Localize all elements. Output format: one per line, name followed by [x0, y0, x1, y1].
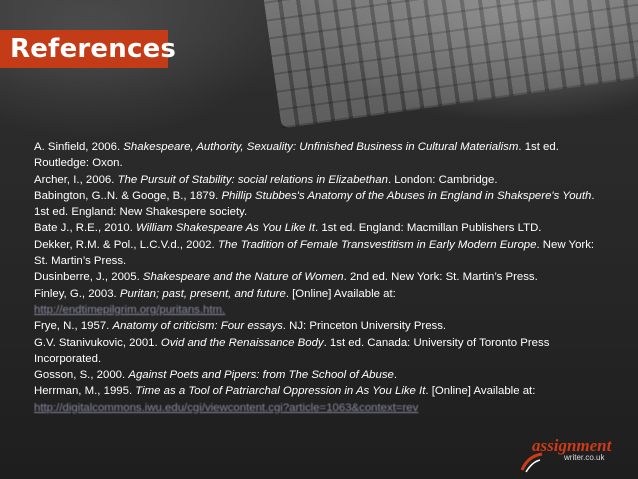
reference-item: A. Sinfield, 2006. Shakespeare, Authority, Sexuality: Unfinished Business in Cultural Materialism. 1st ed. Routledge: Oxon. — [34, 141, 559, 170]
slide-title: References — [10, 34, 177, 64]
assignment-writer-logo — [518, 436, 628, 476]
reference-link[interactable]: http://endtimepilgrim.org/puritans.htm. — [34, 303, 226, 316]
reference-item: Herrman, M., 1995. Time as a Tool of Patriarchal Oppression in As You Like It. [Online] Available at: http://digitalcommons.iwu.edu/cgi/viewcontent.cgi?article=1063&context=rev — [34, 385, 536, 414]
references-list — [34, 139, 608, 416]
reference-item: Dusinberre, J., 2005. Shakespeare and the Nature of Women. 2nd ed. New York: St. Martin’s Press. — [34, 271, 538, 284]
reference-item: Gosson, S., 2000. Against Poets and Pipers: from The School of Abuse. — [34, 369, 398, 382]
reference-item: Archer, I., 2006. The Pursuit of Stability: social relations in Elizabethan. London: Cambridge. — [34, 173, 498, 186]
reference-item: Dekker, R.M. & Pol., L.C.V.d., 2002. The Tradition of Female Transvestitism in Early Modern Europe. New York: St. Martin’s Press. — [34, 238, 595, 268]
reference-item: Bate J., R.E., 2010. William Shakespeare As You Like It. 1st ed. England: Macmillan Publishers LTD. — [34, 222, 542, 235]
laptop-keyboard-image — [262, 0, 638, 129]
logo-subtitle: writer.co.uk — [564, 453, 605, 462]
reference-link[interactable]: http://digitalcommons.iwu.edu/cgi/viewcontent.cgi?article=1063&context=rev — [34, 401, 419, 414]
reference-item: Finley, G., 2003. Puritan; past, present, and future. [Online] Available at: http://endtimepilgrim.org/puritans.htm. — [34, 287, 396, 316]
logo-name: assignment — [532, 436, 612, 455]
reference-item: Frye, N., 1957. Anatomy of criticism: Four essays. NJ: Princeton University Press. — [34, 320, 447, 333]
reference-item: G.V. Stanivukovic, 2001. Ovid and the Renaissance Body. 1st ed. Canada: University of Toronto Press Incorporated. — [34, 336, 550, 365]
reference-item: Babington, G..N. & Googe, B., 1879. Phillip Stubbes's Anatomy of the Abuses in England in Shakspere's Youth. 1st ed. England: New Shakespere society. — [34, 189, 595, 219]
